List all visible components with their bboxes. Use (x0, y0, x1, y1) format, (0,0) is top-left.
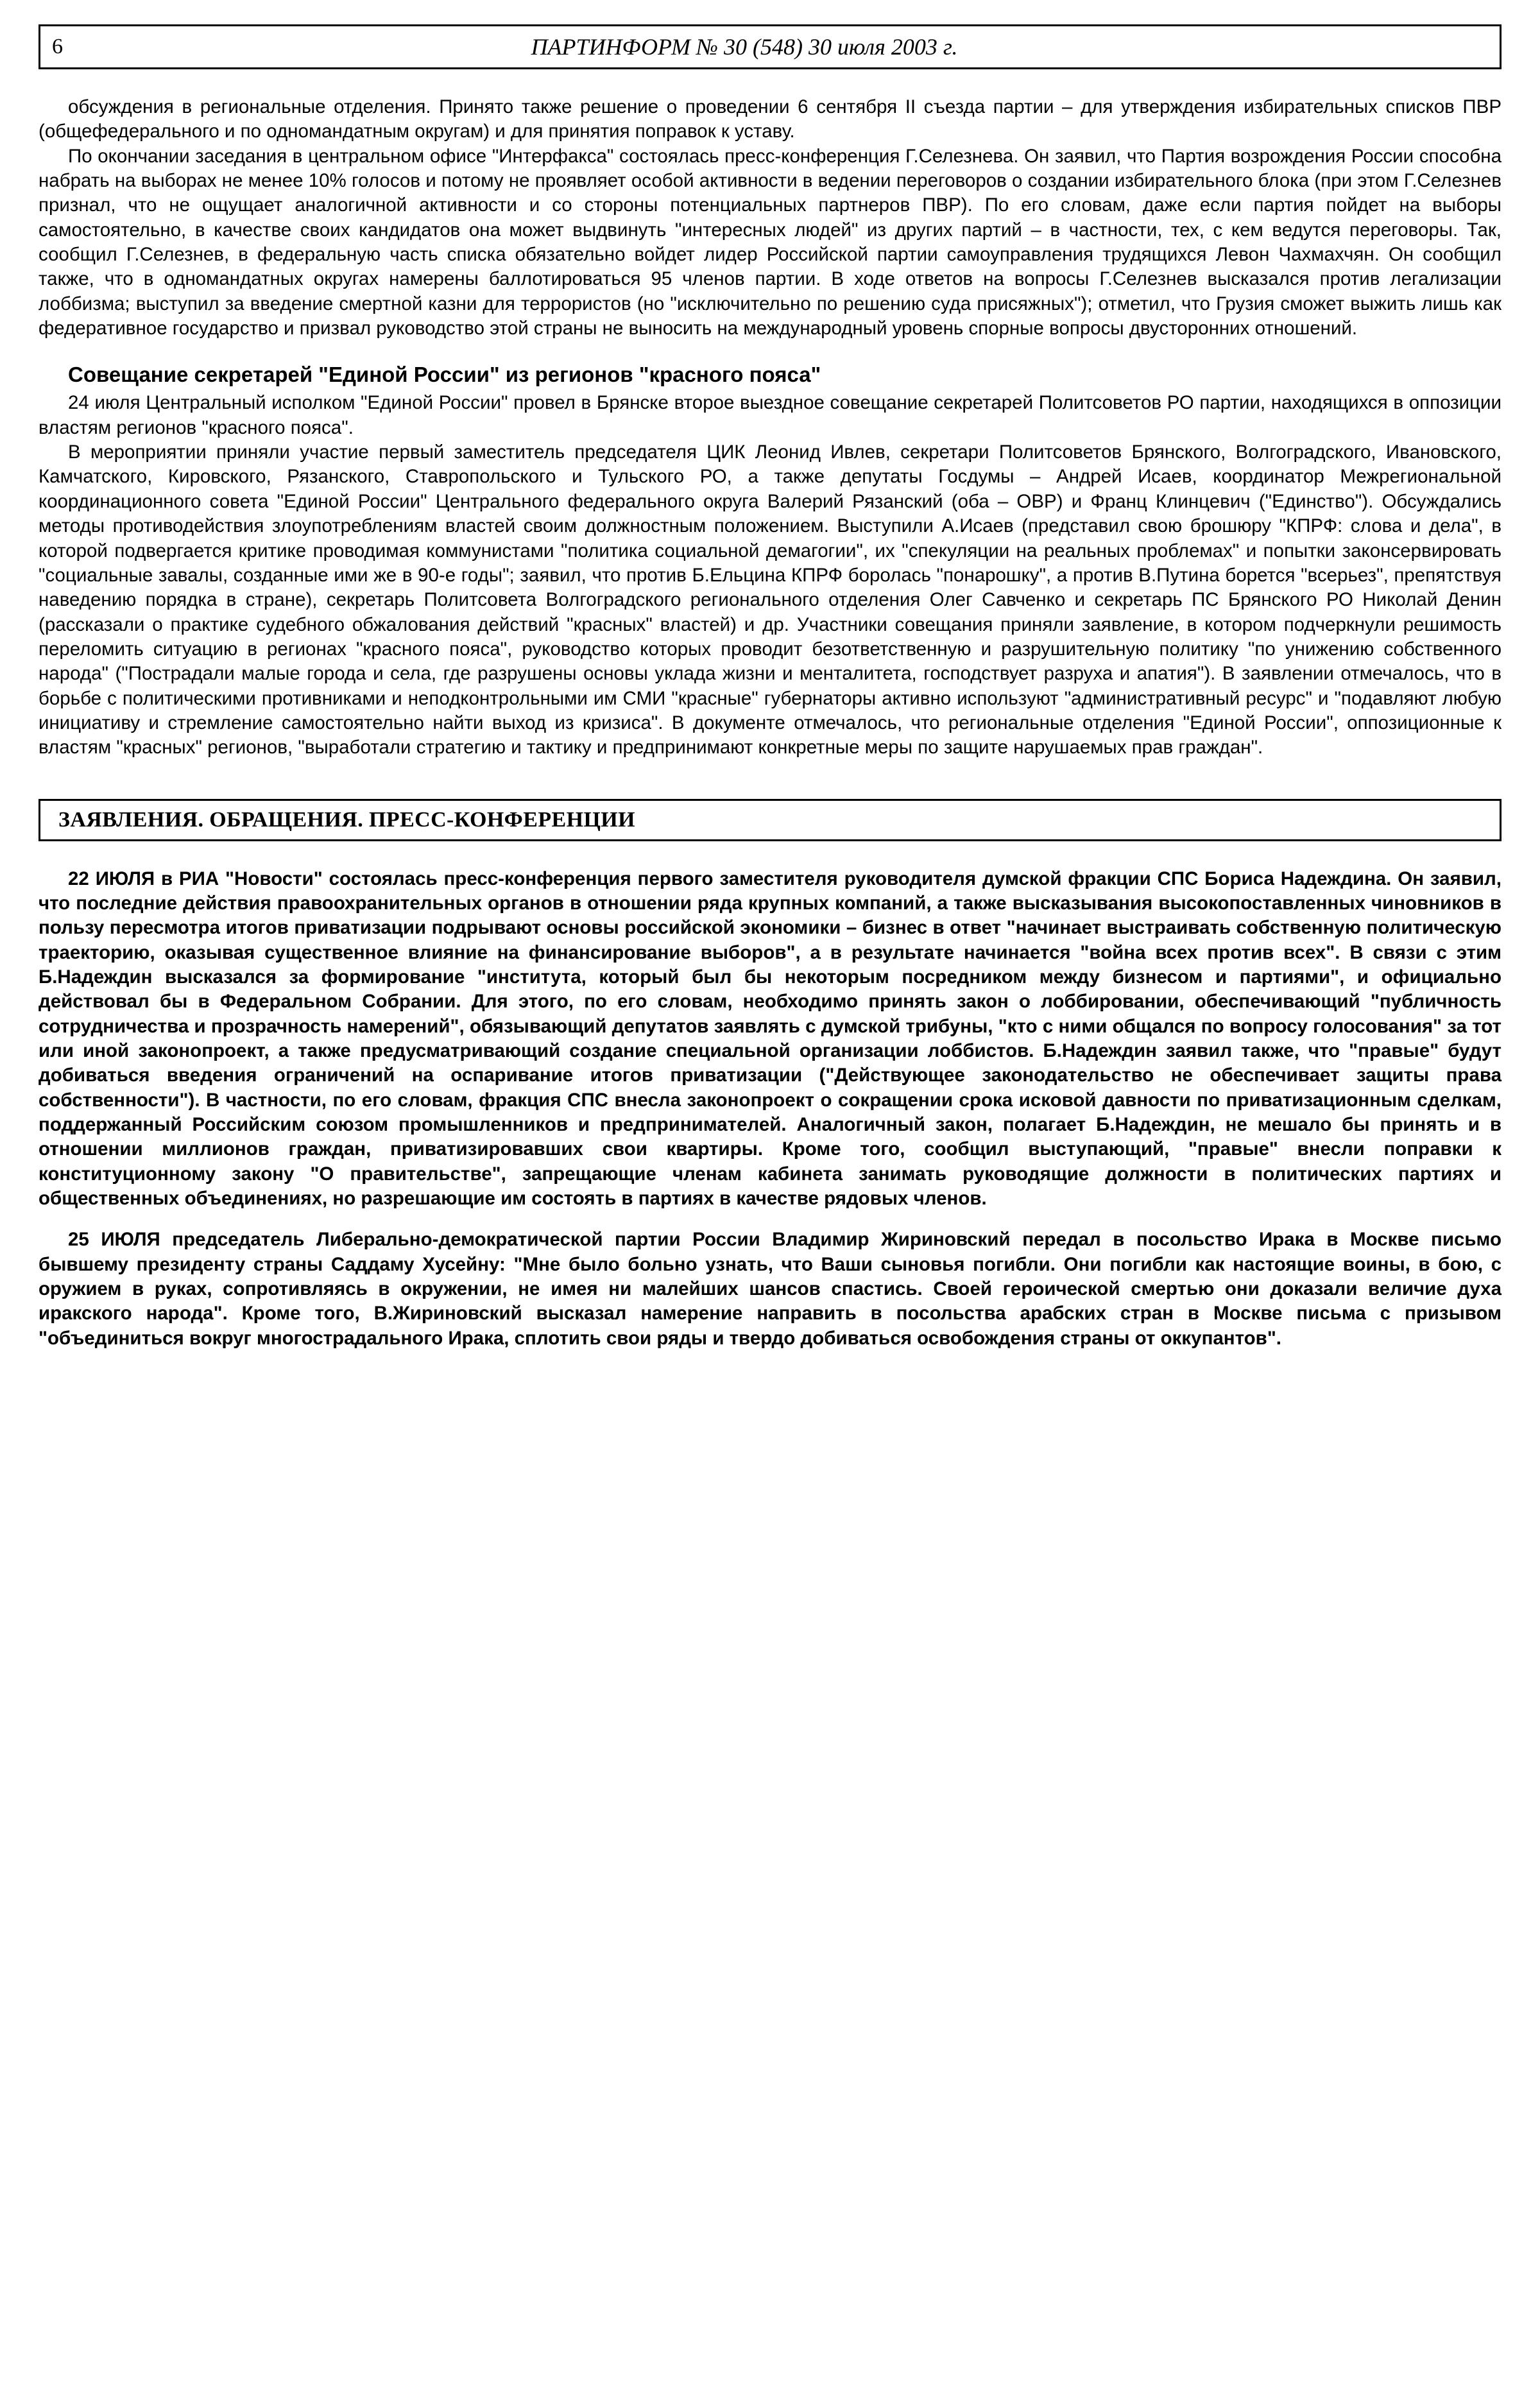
statement-item-1: 22 ИЮЛЯ в РИА "Новости" состоялась пресс-конференция первого заместителя руководителя думской фракции СПС Бориса Надеждина. Он заявил, что последние действия правоохранительных органов в отношении ряда крупных компаний, а также высказывания высокопоставленных чиновников в пользу пересмотра итогов приватизации подрывают основы российской экономики – бизнес в ответ "начинает выстраивать собственную политическую траекторию, оказывая существенное влияние на финансирование выборов", а в результате начинается "война всех против всех". В связи с этим Б.Надеждин высказался за формирование "института, который был бы некоторым посредником между бизнесом и партиями", и официально действовал бы в Федеральном Собрании. Для этого, по его словам, необходимо принять закон о лоббировании, обеспечивающий "публичность сотрудничества и прозрачность намерений", обязывающий депутатов заявлять с думской трибуны, "кто с ними общался по вопросу голосования" за тот или иной законопроект, а также предусматривающий создание специальной организации лоббистов. Б.Надеждин заявил также, что "правые" будут добиваться введения ограничений на оспаривание итогов приватизации ("Действующее законодательство не обеспечивает защиты права собственности"). В частности, по его словам, фракция СПС внесла законопроект о сокращении срока исковой давности по приватизационным сделкам, поддержанный Российским союзом промышленников и предпринимателей. Аналогичный закон, полагает Б.Надеждин, не мешало бы принять и в отношении миллионов граждан, приватизировавших свои квартиры. Кроме того, сообщил выступающий, "правые" внесли поправки к конституционному закону "О правительстве", запрещающие членам кабинета занимать руководящие должности в политических партиях и общественных объединениях, но разрешающие им состоять в партиях в качестве рядовых членов. (38, 868, 1502, 1210)
page-number: 6 (52, 35, 63, 58)
publication-title: ПАРТИНФОРМ № 30 (548) 30 июля 2003 г. (531, 34, 958, 60)
paragraph-continued-2: По окончании заседания в центральном офисе "Интерфакса" состоялась пресс-конференция Г.Селезнева. Он заявил, что Партия возрождения России способна набрать на выборах не менее 10% голосов и потому не проявляет особой активности в ведении переговоров о создании избирательного блока (при этом Г.Селезнев признал, что не ощущает аналогичной активности и со стороны потенциальных партнеров ПВР). По его словам, даже если партия пойдет на выборы самостоятельно, в качестве своих кандидатов она может выдвинуть "интересных людей" из других партий – в частности, тех, с кем ведутся переговоры. Так, сообщил Г.Селезнев, в федеральную часть списка обязательно войдет лидер Российской партии самоуправления трудящихся Левон Чахмахчян. Он сообщил также, что в одномандатных округах намерены баллотироваться 95 членов партии. В ходе ответов на вопросы Г.Селезнев высказался против легализации лоббизма; выступил за введение смертной казни для террористов (но "исключительно по решению суда присяжных"); отметил, что Грузия сможет выжить лишь как федеративное государство и призвал руководство этой страны не выносить на международный уровень спорные вопросы двусторонних отношений. (38, 145, 1502, 339)
paragraph-edro-2: В мероприятии приняли участие первый заместитель председателя ЦИК Леонид Ивлев, секретари Политсоветов Брянского, Волгоградского, Ивановского, Камчатского, Кировского, Рязанского, Ставропольского и Тульского РО, а также депутаты Госдумы – Андрей Исаев, координатор Межрегиональной координационного совета "Единой России" Центрального федерального округа Валерий Рязанский (оба – ОВР) и Франц Клинцевич ("Единство"). Обсуждались методы противодействия злоупотреблениям властей своим должностным положением. Выступили А.Исаев (представил свою брошюру "КПРФ: слова и дела", в которой подвергается критике проводимая коммунистами "политика социальной демагогии", их "спекуляции на реальных проблемах" и попытки законсервировать "социальные завалы, созданные ими же в 90-е годы"; заявил, что против Б.Ельцина КПРФ боролась "понарошку", а против В.Путина борется "всерьез", препятствуя наведению порядка в стране), секретарь Политсовета Волгоградского регионального отделения Олег Савченко и секретарь ПС Брянского РО Николай Денин (рассказали о практике судебного обжалования действий "красных" властей) и др. Участники совещания приняли заявление, в котором подчеркнули решимость переломить ситуацию в регионах "красного пояса", руководство которых проводит безответственную и разрушительную политику "по унижению собственного народа" ("Пострадали малые города и села, где разрушены основы уклада жизни и менталитета, господствует разруха и апатия"). В заявлении отмечалось, что в борьбе с политическими противниками и неподконтрольными им СМИ "красные" губернаторы активно используют "административный ресурс" и "подавляют любую инициативу и стремление самостоятельно найти выход из кризиса". В документе отмечалось, что региональные отделения "Единой России", оппозиционные к властям "красных" регионов, "выработали стратегию и тактику и предпринимают конкретные меры по защите нарушаемых прав граждан". (38, 441, 1502, 758)
paragraph-edro-1: 24 июля Центральный исполком "Единой России" провел в Брянске второе выездное совещание секретарей Политсоветов РО партии, находящихся в оппозиции властям регионов "красного пояса". (38, 392, 1502, 438)
statement-item-2: 25 ИЮЛЯ председатель Либерально-демократической партии России Владимир Жириновский передал в посольство Ирака в Москве письмо бывшему президенту страны Саддаму Хусейну: "Мне было больно узнать, что Ваши сыновья погибли. Они погибли как настоящие воины, в бою, с оружием в руках, сопротивляясь в окружении, не имея ни малейших шансов спастись. Своей героической смертью они доказали величие духа иракского народа". Кроме того, В.Жириновский высказал намерение направить в посольства арабских стран в Москве письма с призывом "объединиться вокруг многострадального Ирака, сплотить свои ряды и твердо добиваться освобождения страны от оккупантов". (38, 1229, 1502, 1349)
section-banner-label: ЗАЯВЛЕНИЯ. ОБРАЩЕНИЯ. ПРЕСС-КОНФЕРЕНЦИИ (58, 807, 635, 832)
section-banner (38, 799, 1502, 841)
section-heading-edinaya-rossiya: Совещание секретарей "Единой России" из регионов "красного пояса" (68, 363, 821, 387)
document-body (38, 95, 1502, 1351)
paragraph-continued-1: обсуждения в региональные отделения. Принято также решение о проведении 6 сентября II съезда партии – для утверждения избирательных списков ПВР (общефедерального и по одномандатным округам) и для принятия поправок к уставу. (38, 96, 1502, 142)
page-header (38, 24, 1502, 69)
